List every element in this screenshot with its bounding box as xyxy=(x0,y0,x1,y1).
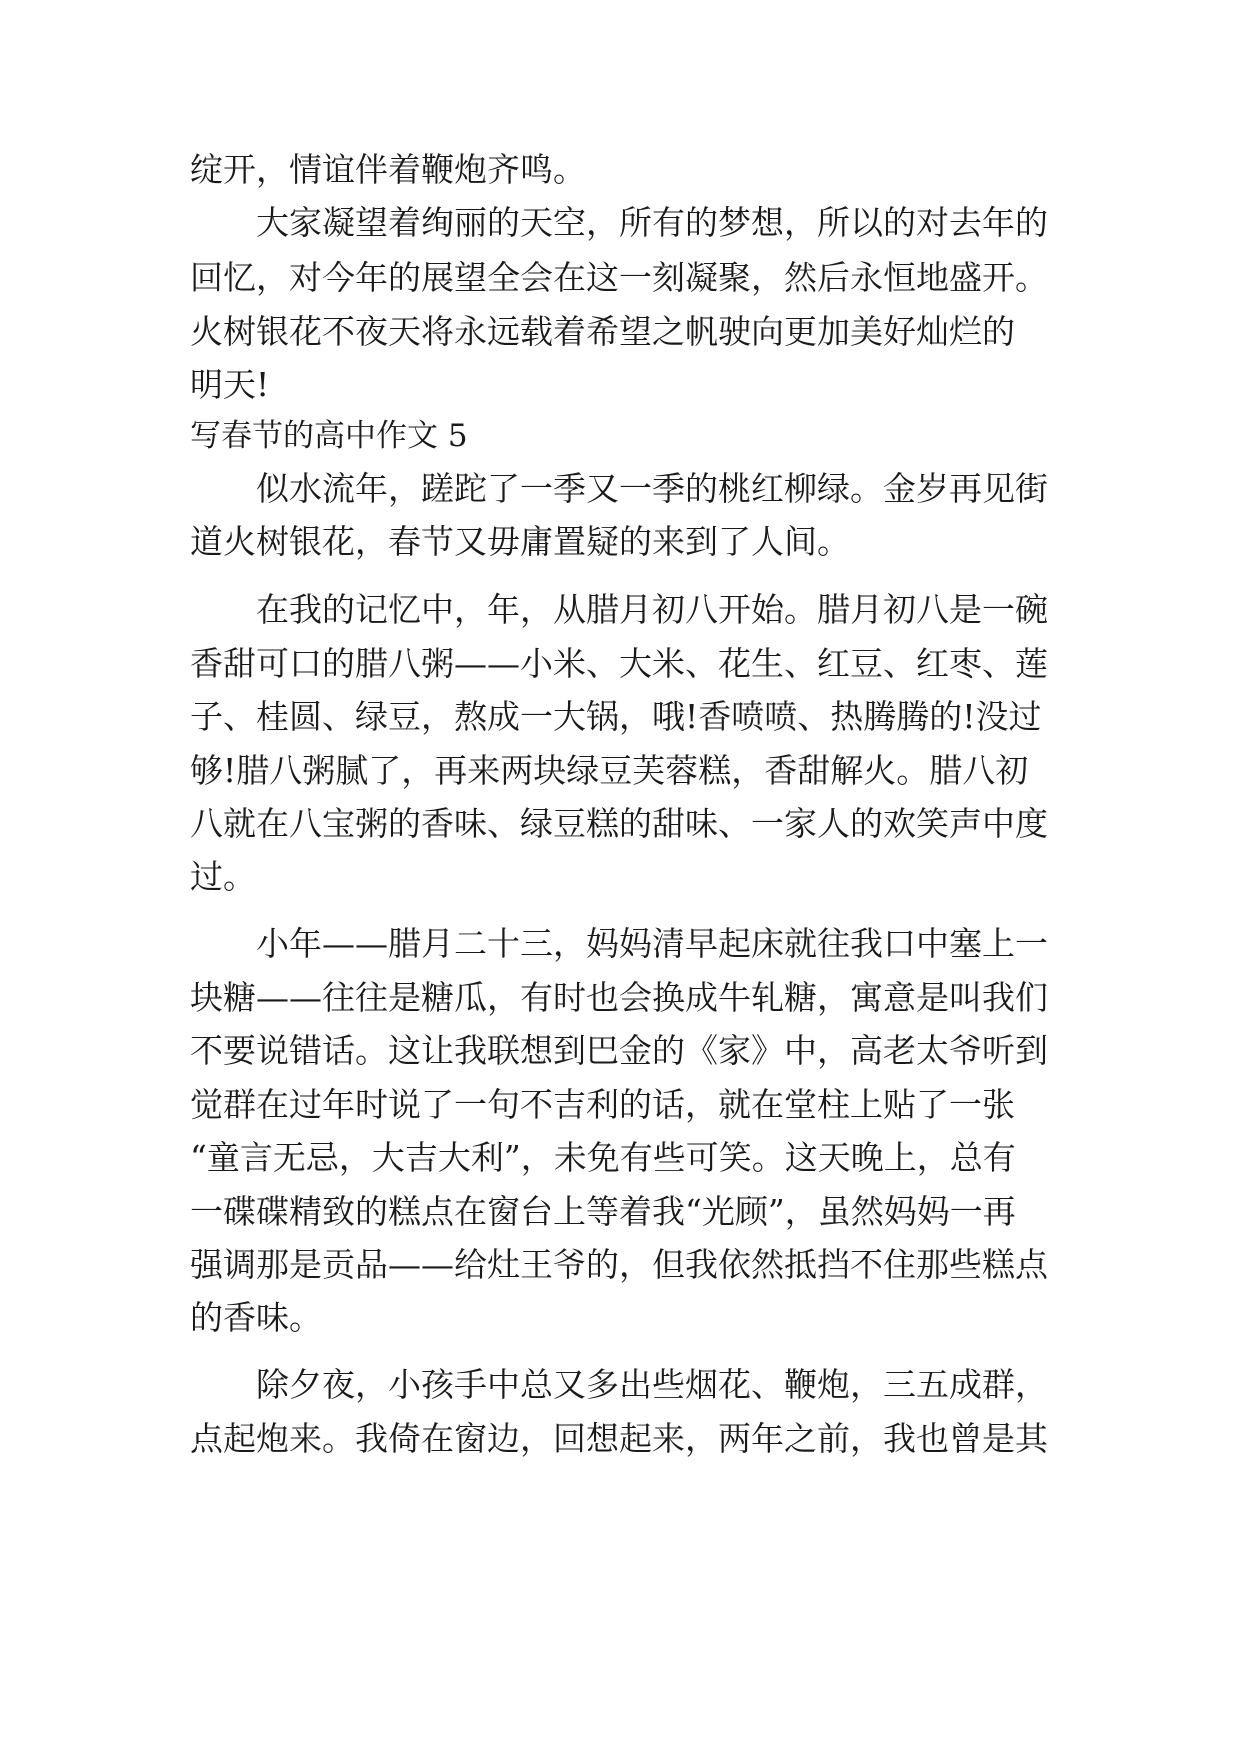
text-line: 香甜可口的腊八粥——小米、大米、花生、红豆、红枣、莲 xyxy=(190,644,1048,683)
text-line: 强调那是贡品——给灶王爷的，但我依然抵挡不住那些糕点 xyxy=(190,1245,1048,1284)
text-line: 子、桂圆、绿豆，熬成一大锅，哦!香喷喷、热腾腾的!没过 xyxy=(190,697,1042,736)
text-line: 火树银花不夜天将永远载着希望之帆驶向更加美好灿烂的 xyxy=(190,312,1015,351)
text-line: 一碟碟精致的糕点在窗台上等着我“光顾”，虽然妈妈一再 xyxy=(190,1192,1016,1231)
text-line: 觉群在过年时说了一句不吉利的话，就在堂柱上贴了一张 xyxy=(190,1085,1015,1124)
text-line: 回忆，对今年的展望全会在这一刻凝聚，然后永恒地盛开。 xyxy=(190,258,1048,297)
text-line: “童言无忌，大吉大利”，未免有些可笑。这天晚上，总有 xyxy=(190,1138,1016,1177)
text-line: 绽开，情谊伴着鞭炮齐鸣。 xyxy=(190,150,586,189)
text-line: 不要说错话。这让我联想到巴金的《家》中，高老太爷听到 xyxy=(190,1031,1048,1070)
text-line: 过。 xyxy=(190,857,256,896)
text-line: 点起炮来。我倚在窗边，回想起来，两年之前，我也曾是其 xyxy=(190,1419,1048,1458)
text-line: 小年——腊月二十三，妈妈清早起床就往我口中塞上一 xyxy=(190,924,1048,963)
text-line: 在我的记忆中，年，从腊月初八开始。腊月初八是一碗 xyxy=(190,590,1048,629)
text-line: 明天! xyxy=(190,365,270,404)
text-line: 大家凝望着绚丽的天空，所有的梦想，所以的对去年的 xyxy=(190,203,1048,242)
text-line: 除夕夜，小孩手中总又多出些烟花、鞭炮，三五成群， xyxy=(190,1365,1048,1404)
text-line: 道火树银花，春节又毋庸置疑的来到了人间。 xyxy=(190,522,850,561)
section-heading: 写春节的高中作文 5 xyxy=(190,418,468,454)
text-line: 的香味。 xyxy=(190,1298,322,1337)
text-line: 似水流年，蹉跎了一季又一季的桃红柳绿。金岁再见街 xyxy=(190,469,1048,508)
text-line: 够!腊八粥腻了，再来两块绿豆芙蓉糕，香甜解火。腊八初 xyxy=(190,751,1029,790)
text-line: 八就在八宝粥的香味、绿豆糕的甜味、一家人的欢笑声中度 xyxy=(190,804,1048,843)
text-line: 块糖——往往是糖瓜，有时也会换成牛轧糖，寓意是叫我们 xyxy=(190,978,1048,1017)
